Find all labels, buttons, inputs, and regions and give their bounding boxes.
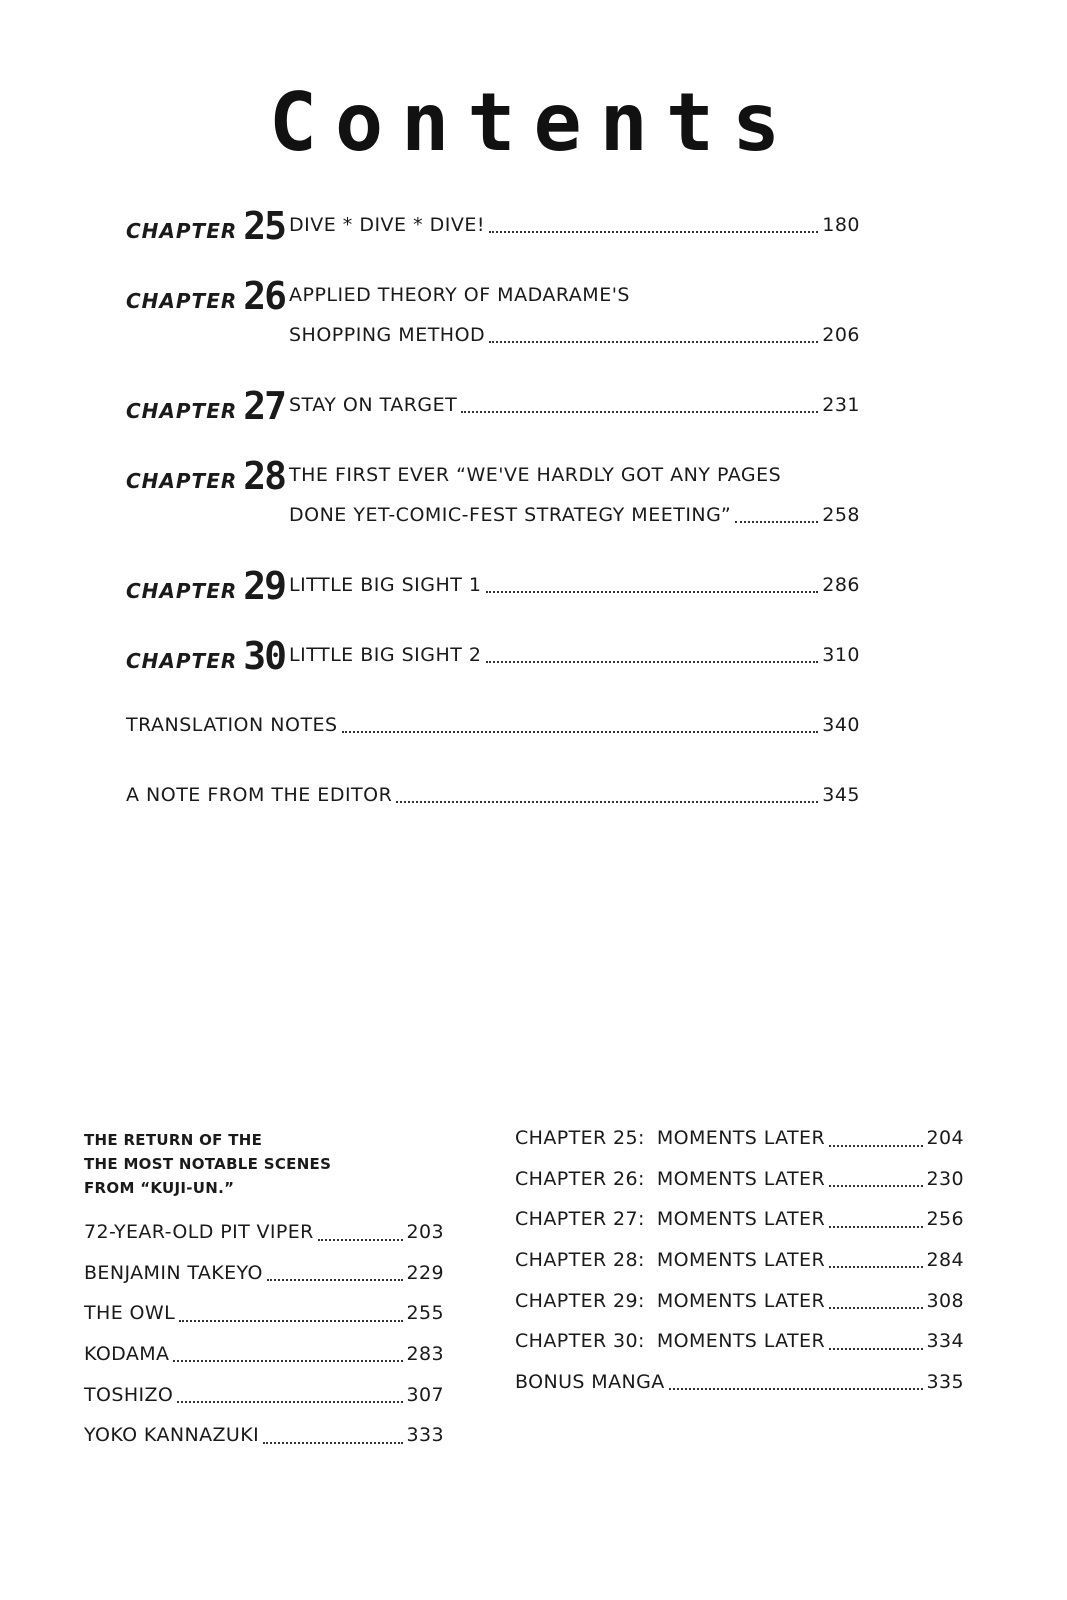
item-title: 72-YEAR-OLD PIT VIPER bbox=[84, 1221, 314, 1244]
dot-leader bbox=[489, 339, 818, 343]
chapter-title: STAY ON TARGET bbox=[289, 394, 458, 416]
page-number: 203 bbox=[406, 1221, 444, 1244]
item-title: MOMENTS LATER bbox=[656, 1208, 826, 1231]
list-item[interactable] bbox=[515, 1118, 964, 1159]
item-chapter: CHAPTER 28: bbox=[515, 1249, 645, 1272]
chapter-tag bbox=[126, 564, 286, 608]
chapter-label: CHAPTER bbox=[126, 579, 238, 603]
item-title: TOSHIZO bbox=[84, 1383, 174, 1406]
item-title: MOMENTS LATER bbox=[656, 1127, 826, 1150]
toc-line bbox=[289, 205, 860, 245]
page-number: 333 bbox=[406, 1424, 444, 1447]
chapter-title-line-2: DONE YET-COMIC-FEST STRATEGY MEETING” bbox=[289, 504, 732, 526]
toc-line bbox=[289, 565, 860, 605]
dot-leader bbox=[735, 519, 818, 523]
chapter-label: CHAPTER bbox=[126, 219, 238, 243]
item-chapter: CHAPTER 30: bbox=[515, 1330, 645, 1353]
item-chapter: CHAPTER 29: bbox=[515, 1289, 645, 1312]
page-number: 284 bbox=[926, 1249, 964, 1272]
list-item[interactable] bbox=[515, 1321, 964, 1362]
bonus-list-notable-scenes bbox=[84, 1128, 444, 1456]
list-item[interactable] bbox=[84, 1253, 444, 1294]
page-number: 258 bbox=[822, 504, 860, 526]
dot-leader bbox=[173, 1358, 402, 1362]
list-item[interactable] bbox=[515, 1362, 964, 1403]
table-of-contents bbox=[126, 205, 860, 845]
list-item[interactable] bbox=[84, 1334, 444, 1375]
page-number: 340 bbox=[822, 714, 860, 736]
chapter-number: 29 bbox=[243, 564, 286, 608]
toc-line bbox=[289, 315, 860, 355]
chapter-number: 30 bbox=[243, 634, 286, 678]
toc-line bbox=[126, 705, 860, 745]
dot-leader bbox=[461, 409, 818, 413]
dot-leader bbox=[829, 1224, 922, 1228]
dot-leader bbox=[829, 1264, 922, 1268]
item-chapter: CHAPTER 27: bbox=[515, 1208, 645, 1231]
page-number: 335 bbox=[926, 1370, 964, 1393]
toc-line bbox=[289, 455, 860, 495]
toc-entry-translation-notes[interactable] bbox=[126, 705, 860, 775]
list-item[interactable] bbox=[84, 1212, 444, 1253]
dot-leader bbox=[263, 1440, 402, 1444]
section-title: TRANSLATION NOTES bbox=[126, 714, 338, 736]
page-number: 308 bbox=[926, 1289, 964, 1312]
chapter-tag bbox=[126, 204, 286, 248]
dot-leader bbox=[179, 1318, 402, 1322]
item-title: THE OWL bbox=[84, 1302, 176, 1325]
toc-line bbox=[289, 385, 860, 425]
chapter-tag bbox=[126, 384, 286, 428]
page-title: Contents bbox=[268, 76, 799, 169]
page-number: 334 bbox=[926, 1330, 964, 1353]
list-item[interactable] bbox=[515, 1159, 964, 1200]
page-number: 345 bbox=[822, 784, 860, 806]
toc-entry-editor-note[interactable] bbox=[126, 775, 860, 845]
page-number: 307 bbox=[406, 1383, 444, 1406]
bonus-heading-line: THE RETURN OF THE bbox=[84, 1131, 263, 1149]
dot-leader bbox=[829, 1183, 922, 1187]
toc-entry-chapter-27[interactable] bbox=[126, 385, 860, 455]
chapter-title: LITTLE BIG SIGHT 2 bbox=[289, 644, 482, 666]
list-item[interactable] bbox=[515, 1240, 964, 1281]
chapter-number: 26 bbox=[243, 274, 286, 318]
item-chapter: CHAPTER 25: bbox=[515, 1127, 645, 1150]
bonus-list-moments-later bbox=[515, 1118, 964, 1402]
item-title: MOMENTS LATER bbox=[656, 1167, 826, 1190]
dot-leader bbox=[829, 1305, 922, 1309]
dot-leader bbox=[342, 729, 819, 733]
item-title: MOMENTS LATER bbox=[656, 1330, 826, 1353]
chapter-label: CHAPTER bbox=[126, 469, 238, 493]
bonus-heading bbox=[84, 1128, 444, 1200]
dot-leader bbox=[829, 1346, 922, 1350]
toc-entry-chapter-26[interactable] bbox=[126, 275, 860, 385]
list-item[interactable] bbox=[515, 1199, 964, 1240]
item-title: MOMENTS LATER bbox=[656, 1249, 826, 1272]
dot-leader bbox=[318, 1237, 403, 1241]
toc-entry-chapter-28[interactable] bbox=[126, 455, 860, 565]
item-title: YOKO KANNAZUKI bbox=[84, 1424, 260, 1447]
page-number: 256 bbox=[926, 1208, 964, 1231]
chapter-title: DIVE * DIVE * DIVE! bbox=[289, 214, 485, 236]
list-item[interactable] bbox=[84, 1415, 444, 1456]
page-number: 230 bbox=[926, 1167, 964, 1190]
chapter-tag bbox=[126, 274, 286, 318]
dot-leader bbox=[669, 1386, 923, 1390]
toc-line bbox=[289, 275, 860, 315]
page-number: 229 bbox=[406, 1261, 444, 1284]
bonus-heading-line: FROM “KUJI-UN.” bbox=[84, 1179, 235, 1197]
page-number: 180 bbox=[822, 214, 860, 236]
chapter-tag bbox=[126, 454, 286, 498]
page-number: 231 bbox=[822, 394, 860, 416]
dot-leader bbox=[486, 589, 819, 593]
section-title: A NOTE FROM THE EDITOR bbox=[126, 784, 393, 806]
toc-line bbox=[289, 495, 860, 535]
toc-entry-chapter-25[interactable] bbox=[126, 205, 860, 275]
list-item[interactable] bbox=[84, 1374, 444, 1415]
bonus-heading-line: THE MOST NOTABLE SCENES bbox=[84, 1155, 332, 1173]
list-item[interactable] bbox=[515, 1280, 964, 1321]
dot-leader bbox=[489, 229, 818, 233]
item-chapter: CHAPTER 26: bbox=[515, 1167, 645, 1190]
page-number: 204 bbox=[926, 1127, 964, 1150]
dot-leader bbox=[267, 1277, 403, 1281]
list-item[interactable] bbox=[84, 1293, 444, 1334]
chapter-number: 27 bbox=[243, 384, 286, 428]
dot-leader bbox=[829, 1143, 922, 1147]
chapter-tag bbox=[126, 634, 286, 678]
chapter-number: 28 bbox=[243, 454, 286, 498]
toc-entry-chapter-30[interactable] bbox=[126, 635, 860, 705]
toc-line bbox=[126, 775, 860, 815]
chapter-label: CHAPTER bbox=[126, 289, 238, 313]
page-number: 206 bbox=[822, 324, 860, 346]
page-number: 283 bbox=[406, 1343, 444, 1366]
page-number: 255 bbox=[406, 1302, 444, 1325]
chapter-title: LITTLE BIG SIGHT 1 bbox=[289, 574, 482, 596]
item-title: KODAMA bbox=[84, 1343, 170, 1366]
dot-leader bbox=[396, 799, 818, 803]
item-title: BENJAMIN TAKEYO bbox=[84, 1261, 263, 1284]
chapter-title-line-1: APPLIED THEORY OF MADARAME'S bbox=[289, 284, 630, 306]
chapter-title-line-2: SHOPPING METHOD bbox=[289, 324, 486, 346]
dot-leader bbox=[177, 1399, 402, 1403]
item-title: MOMENTS LATER bbox=[656, 1289, 826, 1312]
chapter-label: CHAPTER bbox=[126, 399, 238, 423]
item-title: BONUS MANGA bbox=[515, 1370, 665, 1393]
page-number: 310 bbox=[822, 644, 860, 666]
chapter-label: CHAPTER bbox=[126, 649, 238, 673]
dot-leader bbox=[486, 659, 819, 663]
page-number: 286 bbox=[822, 574, 860, 596]
chapter-title-line-1: THE FIRST EVER “WE'VE HARDLY GOT ANY PAGES bbox=[289, 464, 782, 486]
chapter-number: 25 bbox=[243, 204, 286, 248]
toc-line bbox=[289, 635, 860, 675]
toc-entry-chapter-29[interactable] bbox=[126, 565, 860, 635]
